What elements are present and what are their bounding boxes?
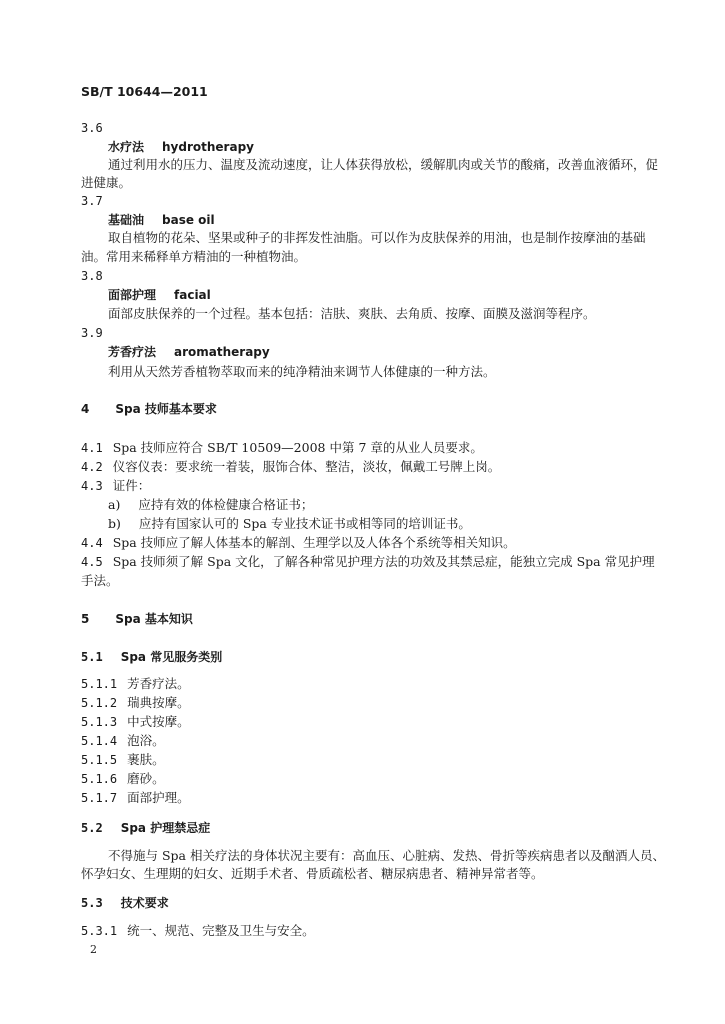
- item-number: 5.1.5: [81, 753, 118, 767]
- term-heading: [108, 139, 254, 155]
- clause-number: 3.8: [81, 269, 103, 283]
- clause-number: 3.7: [81, 194, 103, 208]
- definition-text: 油。常用来稀释单方精油的一种植物油。: [81, 249, 307, 264]
- subsection-number: 5.2: [81, 821, 103, 835]
- section-title: Spa 基本知识: [115, 612, 193, 626]
- term-english: facial: [174, 288, 211, 302]
- term-chinese: 基础油: [108, 213, 145, 227]
- clause-number: 4.3: [81, 479, 103, 493]
- clause-number: 3.6: [81, 121, 103, 135]
- clause-text: 仪容仪表：要求统一着装，服饰合体、整洁，淡妆，佩戴工号牌上岗。: [112, 459, 501, 474]
- subsection-heading-5-3: [81, 895, 169, 911]
- item-text: 芳香疗法。: [127, 676, 190, 691]
- page-number: 2: [90, 943, 97, 956]
- list-text: 应持有国家认可的 Spa 专业技术证书或相等同的培训证书。: [138, 516, 471, 531]
- list-item-b: [108, 516, 471, 532]
- item-text: 面部护理。: [127, 790, 190, 805]
- subsection-title: Spa 常见服务类别: [120, 650, 223, 664]
- list-item: [81, 790, 190, 806]
- term-english: base oil: [162, 213, 215, 227]
- list-label: b): [108, 516, 121, 531]
- clause-number: 4.4: [81, 536, 103, 550]
- subsection-number: 5.3: [81, 896, 103, 910]
- definition-text: 通过利用水的压力、温度及流动速度，让人体获得放松，缓解肌肉或关节的酸痛，改善血液循环，促: [108, 157, 659, 172]
- clause-4-3: [81, 478, 150, 494]
- list-item: [81, 695, 190, 711]
- definition-text: 进健康。: [81, 175, 132, 190]
- clause-4-2: [81, 459, 500, 475]
- section-heading-4: [81, 401, 217, 417]
- list-label: a): [108, 497, 121, 512]
- clause-4-5: [81, 554, 655, 570]
- term-english: aromatherapy: [174, 345, 270, 359]
- paragraph-text: 不得施与 Spa 相关疗法的身体状况主要有：高血压、心脏病、发热、骨折等疾病患者以及酗酒人员、: [108, 848, 665, 863]
- item-number: 5.1.6: [81, 772, 118, 786]
- clause-4-4: [81, 535, 516, 551]
- term-english: hydrotherapy: [162, 140, 254, 154]
- subsection-heading-5-1: [81, 649, 222, 665]
- item-number: 5.1.7: [81, 791, 118, 805]
- list-item: [81, 676, 190, 692]
- clause-text: 统一、规范、完整及卫生与安全。: [127, 923, 315, 938]
- standard-number: SB/T 10644—2011: [81, 84, 208, 99]
- item-text: 泡浴。: [127, 733, 165, 748]
- item-number: 5.1.3: [81, 715, 118, 729]
- list-item: [81, 714, 190, 730]
- clause-text: 证件：: [112, 478, 151, 493]
- item-number: 5.1.2: [81, 696, 118, 710]
- list-item-a: [108, 497, 313, 513]
- definition-text: 取自植物的花朵、坚果或种子的非挥发性油脂。可以作为皮肤保养的用油，也是制作按摩油的基础: [108, 230, 646, 245]
- term-heading: [108, 344, 270, 360]
- clause-number: 4.5: [81, 555, 103, 569]
- item-text: 中式按摩。: [127, 714, 190, 729]
- clause-number: 4.2: [81, 460, 103, 474]
- clause-text: 手法。: [81, 573, 119, 588]
- section-number: 5: [81, 612, 90, 626]
- item-number: 5.1.4: [81, 734, 118, 748]
- section-heading-5: [81, 611, 193, 627]
- subsection-number: 5.1: [81, 650, 103, 664]
- paragraph-text: 怀孕妇女、生理期的妇女、近期手术者、骨质疏松者、糖尿病患者、精神异常者等。: [81, 866, 544, 881]
- item-number: 5.1.1: [81, 677, 118, 691]
- section-number: 4: [81, 402, 90, 416]
- clause-number: 3.9: [81, 326, 103, 340]
- term-chinese: 面部护理: [108, 288, 157, 302]
- item-text: 瑞典按摩。: [127, 695, 190, 710]
- list-item: [81, 752, 165, 768]
- list-item: [81, 733, 165, 749]
- clause-4-1: [81, 440, 483, 456]
- definition-text: 利用从天然芳香植物萃取而来的纯净精油来调节人体健康的一种方法。: [108, 364, 496, 379]
- section-title: Spa 技师基本要求: [115, 402, 217, 416]
- item-text: 裹肤。: [127, 752, 165, 767]
- clause-text: Spa 技师应符合 SB/T 10509—2008 中第 7 章的从业人员要求。: [112, 440, 483, 455]
- term-heading: [108, 287, 211, 303]
- list-item: [81, 771, 165, 787]
- term-chinese: 水疗法: [108, 140, 145, 154]
- list-text: 应持有效的体检健康合格证书；: [138, 497, 314, 512]
- subsection-heading-5-2: [81, 820, 210, 836]
- subsection-title: 技术要求: [120, 896, 169, 910]
- subsection-title: Spa 护理禁忌症: [120, 821, 211, 835]
- clause-text: Spa 技师应了解人体基本的解剖、生理学以及人体各个系统等相关知识。: [112, 535, 516, 550]
- term-heading: [108, 212, 215, 228]
- clause-number: 4.1: [81, 441, 103, 455]
- item-text: 磨砂。: [127, 771, 165, 786]
- definition-text: 面部皮肤保养的一个过程。基本包括：洁肤、爽肤、去角质、按摩、面膜及滋润等程序。: [108, 306, 596, 321]
- clause-5-3-1: [81, 923, 315, 939]
- clause-text: Spa 技师须了解 Spa 文化，了解各种常见护理方法的功效及其禁忌症，能独立完成 Spa 常见护理: [112, 554, 655, 569]
- term-chinese: 芳香疗法: [108, 345, 157, 359]
- clause-number: 5.3.1: [81, 924, 118, 938]
